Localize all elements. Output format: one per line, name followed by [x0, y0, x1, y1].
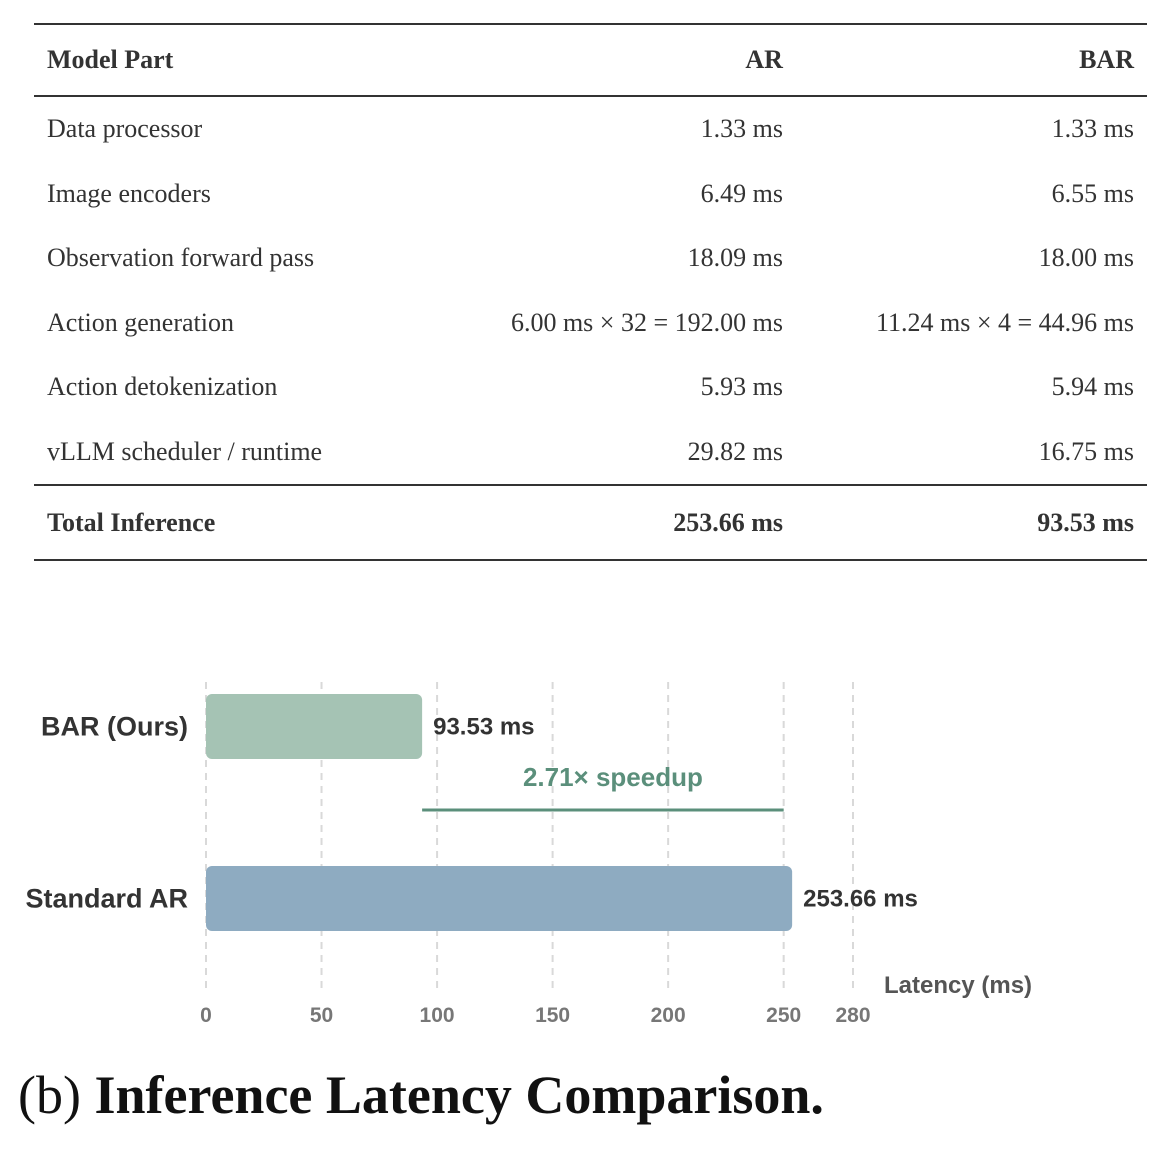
row-part: Data processor: [47, 114, 203, 144]
row-ar: 1.33 ms: [700, 114, 783, 144]
total-bar: 93.53 ms: [1037, 507, 1134, 537]
total-label: Total Inference: [47, 507, 216, 537]
row-part: Action detokenization: [47, 372, 278, 402]
table-row: [34, 355, 1147, 420]
bar: [206, 694, 422, 759]
speedup-annotation: [422, 762, 784, 810]
x-tick-label: 150: [535, 1004, 571, 1027]
row-part: Observation forward pass: [47, 243, 315, 273]
caption-prefix: (b): [18, 1065, 95, 1125]
table-header-row: [34, 24, 1147, 96]
table-row: [34, 96, 1147, 162]
header-bar: BAR: [1079, 45, 1134, 74]
row-part: vLLM scheduler / runtime: [47, 436, 323, 466]
row-bar: 6.55 ms: [1051, 178, 1134, 208]
row-bar: 16.75 ms: [1038, 436, 1134, 466]
row-ar: 18.09 ms: [687, 243, 783, 273]
x-tick-label: 0: [200, 1004, 212, 1027]
latency-bar-chart: [0, 660, 1168, 1040]
x-tick-label: 280: [835, 1004, 871, 1027]
row-ar: 6.00 ms × 32 = 192.00 ms: [510, 307, 783, 337]
latency-breakdown-table: [34, 23, 1147, 561]
table-row: [34, 291, 1147, 356]
row-bar: 18.00 ms: [1038, 243, 1134, 273]
category-label: BAR (Ours): [41, 711, 188, 742]
row-ar: 29.82 ms: [687, 436, 783, 466]
row-bar: 1.33 ms: [1051, 114, 1134, 144]
category-label: Standard AR: [25, 883, 188, 914]
row-ar: 5.93 ms: [700, 372, 783, 402]
header-ar: AR: [745, 45, 783, 74]
total-ar: 253.66 ms: [673, 507, 783, 537]
row-bar: 11.24 ms × 4 = 44.96 ms: [875, 307, 1134, 337]
table-row: [34, 226, 1147, 291]
table-row: [34, 162, 1147, 227]
x-tick-label: 200: [650, 1004, 686, 1027]
caption-title: Inference Latency Comparison.: [94, 1065, 824, 1125]
value-label: 93.53 ms: [433, 713, 535, 741]
table-total-row: [34, 485, 1147, 560]
row-part: Image encoders: [47, 178, 211, 208]
value-label: 253.66 ms: [803, 885, 918, 913]
x-axis-title: Latency (ms): [884, 972, 1033, 999]
table-row: [34, 420, 1147, 486]
row-part: Action generation: [47, 307, 234, 337]
x-tick-label: 50: [309, 1004, 334, 1027]
speedup-label: 2.71× speedup: [522, 762, 703, 792]
figure-caption: [18, 1064, 824, 1126]
x-axis-ticks: [200, 1004, 870, 1027]
row-ar: 6.49 ms: [700, 178, 783, 208]
header-model-part: Model Part: [47, 45, 174, 74]
x-tick-label: 100: [419, 1004, 455, 1027]
x-tick-label: 250: [766, 1004, 802, 1027]
bar: [206, 866, 792, 931]
row-bar: 5.94 ms: [1051, 372, 1134, 402]
